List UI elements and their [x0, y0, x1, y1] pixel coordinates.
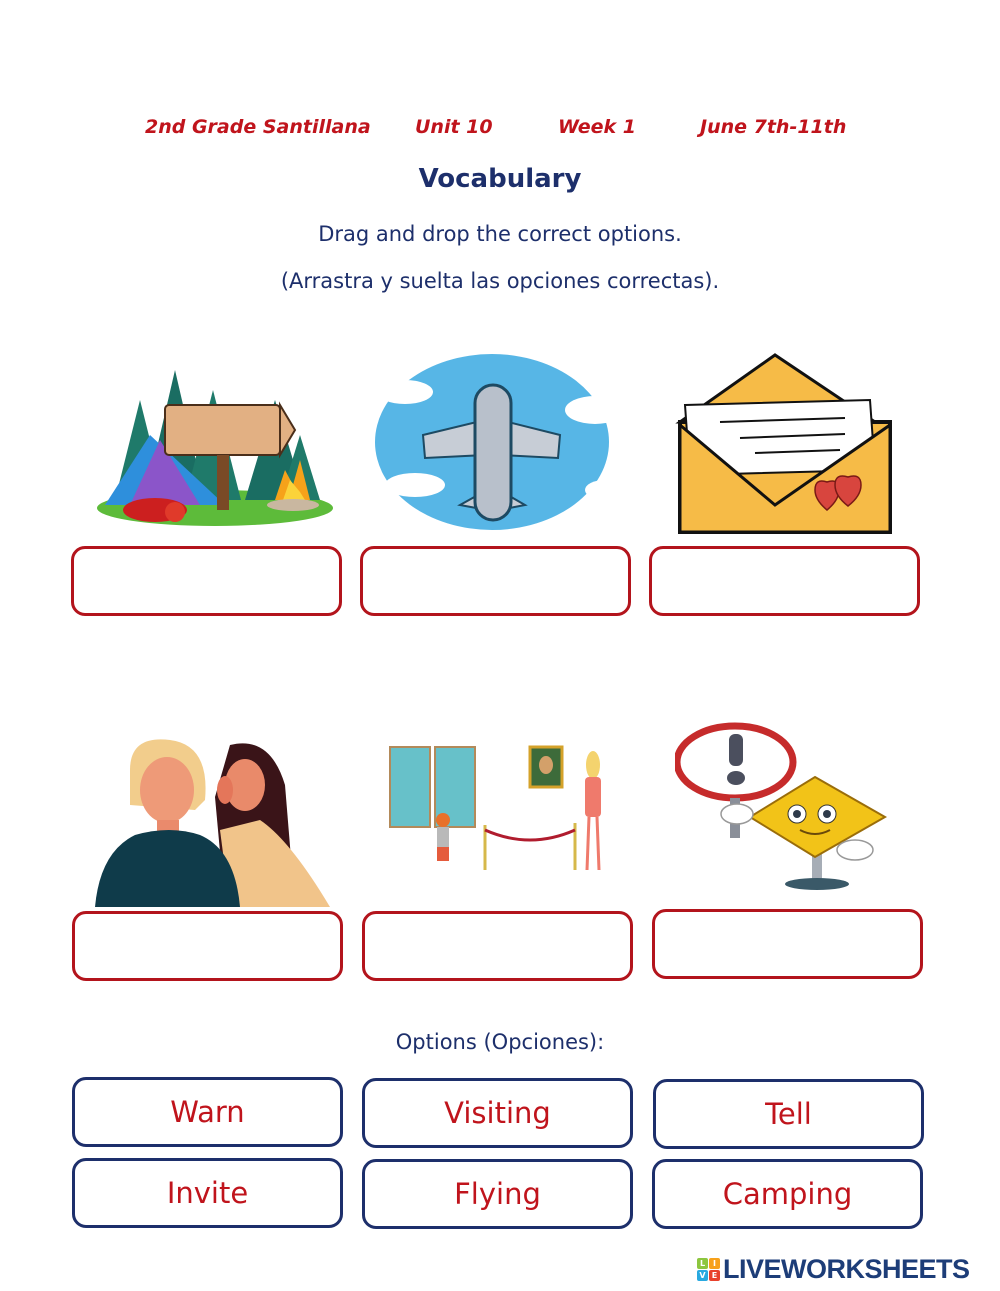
airplane-picture [375, 350, 615, 530]
answer-dropbox-warn[interactable] [652, 909, 923, 979]
options-label: Options (Opciones): [395, 1030, 605, 1054]
warning-sign-picture [675, 722, 895, 897]
instruction-spanish: (Arrastra y suelta las opciones correctas). [280, 269, 720, 293]
option-tell[interactable]: Tell [653, 1079, 924, 1149]
liveworksheets-logo[interactable] [697, 1254, 970, 1284]
option-flying[interactable]: Flying [362, 1159, 633, 1229]
invitation-envelope-picture [675, 350, 895, 535]
worksheet-header [0, 116, 1000, 146]
museum-visiting-picture [385, 735, 625, 885]
unit-label: Unit 10 [415, 116, 493, 138]
week-label: Week 1 [558, 116, 636, 138]
answer-dropbox-visiting[interactable] [362, 911, 633, 981]
option-visiting[interactable]: Visiting [362, 1078, 633, 1148]
date-label: June 7th-11th [700, 116, 847, 138]
answer-dropbox-tell[interactable] [72, 911, 343, 981]
instruction-english: Drag and drop the correct options. [318, 222, 682, 246]
answer-dropbox-flying[interactable] [360, 546, 631, 616]
option-camping[interactable]: Camping [652, 1159, 923, 1229]
page-title: Vocabulary [418, 164, 582, 194]
camping-picture [95, 360, 335, 530]
logo-text: LIVEWORKSHEETS [723, 1253, 970, 1284]
answer-dropbox-camping[interactable] [71, 546, 342, 616]
grade-label: 2nd Grade Santillana [145, 116, 371, 138]
liveworksheets-logo-icon: L I V E [697, 1258, 720, 1281]
whispering-tell-picture [95, 735, 330, 907]
option-warn[interactable]: Warn [72, 1077, 343, 1147]
answer-dropbox-invite[interactable] [649, 546, 920, 616]
option-invite[interactable]: Invite [72, 1158, 343, 1228]
